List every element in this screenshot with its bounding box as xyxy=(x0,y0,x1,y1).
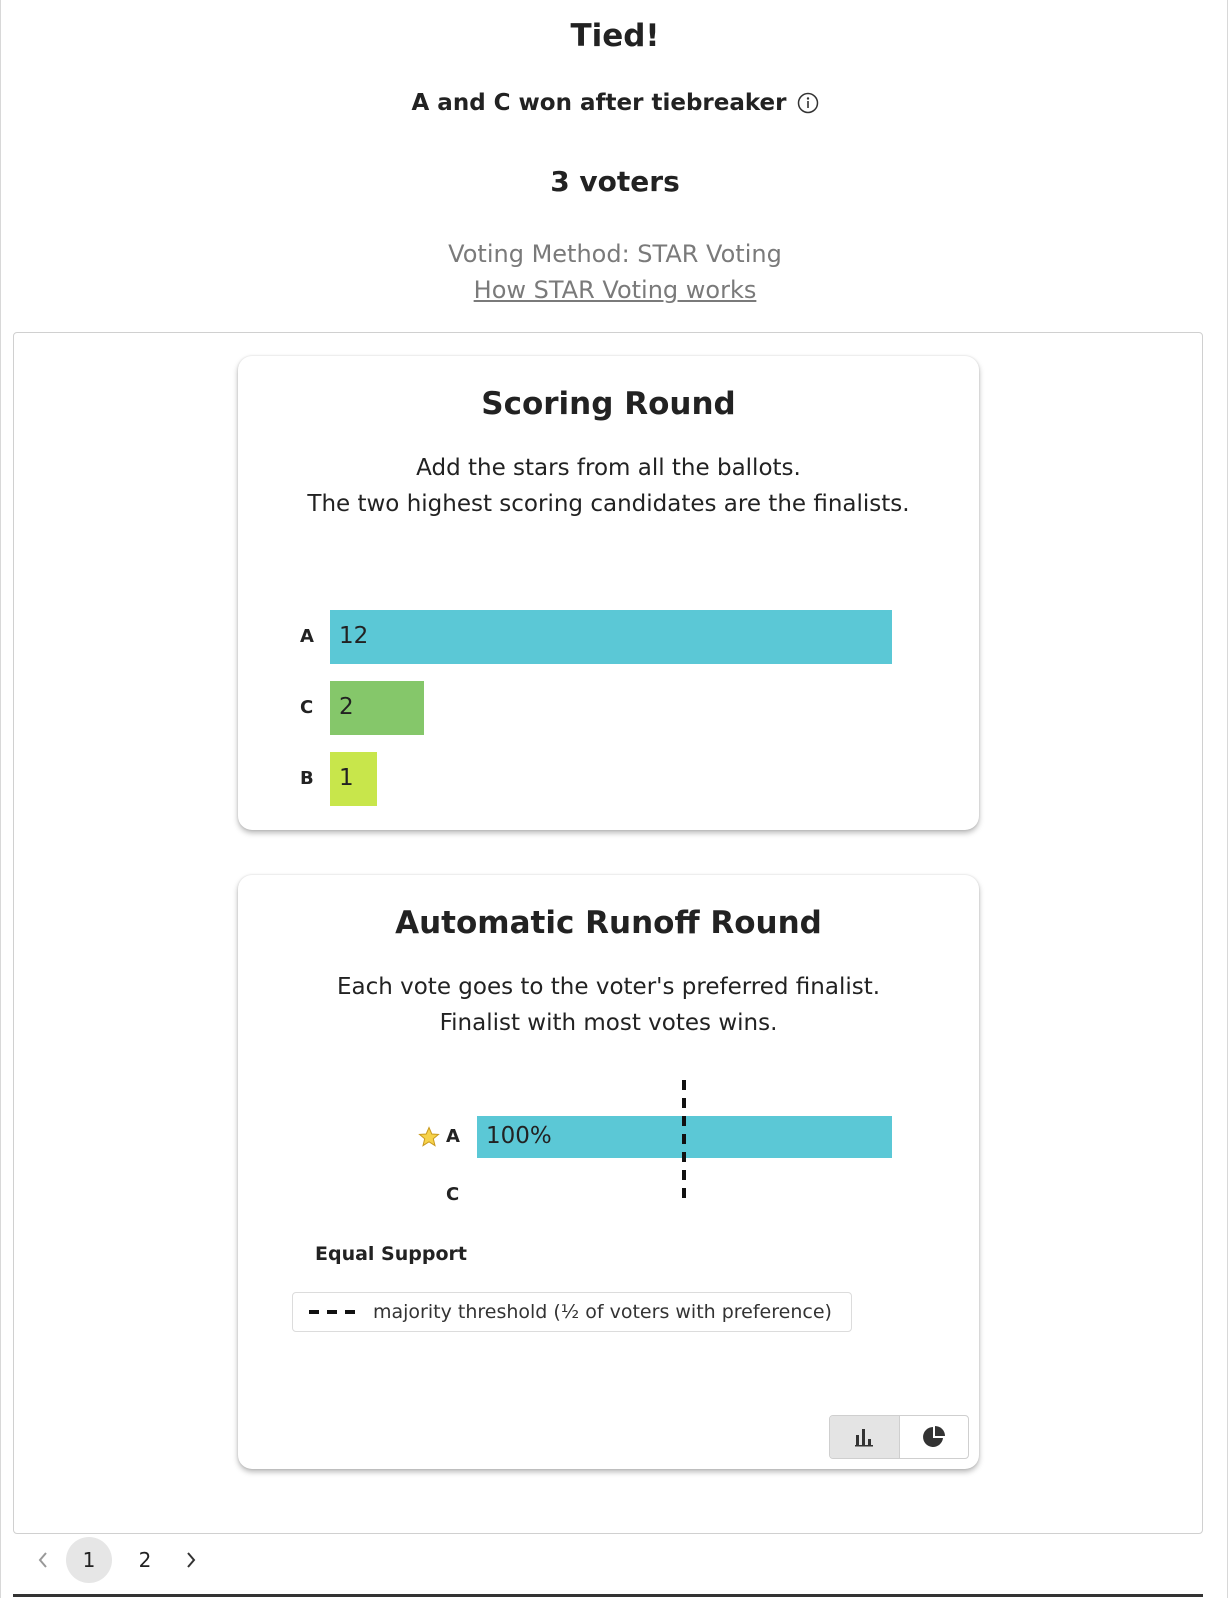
page-title: Tied! xyxy=(570,18,660,54)
winner-star-icon xyxy=(418,1126,440,1148)
runoff-desc-line-2: Finalist with most votes wins. xyxy=(439,1010,778,1036)
scoring-bar-label-c: C xyxy=(300,697,314,718)
scoring-bar-a xyxy=(330,610,892,664)
threshold-legend-text: majority threshold (½ of voters with preference) xyxy=(373,1301,832,1323)
next-page-button[interactable] xyxy=(173,1537,209,1583)
how-it-works-link-row xyxy=(1,276,1228,304)
bar-chart-icon xyxy=(854,1427,874,1447)
chart-view-toggle xyxy=(829,1415,969,1459)
pie-chart-icon xyxy=(922,1425,946,1449)
pagination xyxy=(25,1537,209,1583)
runoff-round-description xyxy=(238,969,979,1041)
result-subtitle xyxy=(1,90,1228,116)
chevron-left-icon xyxy=(36,1550,50,1570)
scoring-round-card xyxy=(238,356,979,830)
runoff-round-card xyxy=(238,875,979,1469)
scoring-round-description xyxy=(238,450,979,522)
runoff-bar-label-a: A xyxy=(446,1126,460,1147)
pie-chart-view-button[interactable] xyxy=(899,1416,969,1458)
bar-chart-view-button[interactable] xyxy=(830,1416,899,1458)
voting-method: Voting Method: STAR Voting xyxy=(448,240,782,268)
equal-support-label: Equal Support xyxy=(315,1243,467,1265)
voter-count: 3 voters xyxy=(550,165,680,198)
scoring-bar-label-b: B xyxy=(300,768,314,789)
info-icon[interactable] xyxy=(797,92,819,114)
scoring-round-title: Scoring Round xyxy=(481,386,736,422)
runoff-desc-line-1: Each vote goes to the voter's preferred finalist. xyxy=(336,974,881,1000)
page-2-button[interactable]: 2 xyxy=(138,1548,152,1572)
page-1-button[interactable]: 1 xyxy=(66,1537,112,1583)
threshold-legend xyxy=(292,1292,852,1332)
scoring-bar-value-a: 12 xyxy=(339,623,369,649)
runoff-bar-label-c: C xyxy=(446,1184,460,1205)
bottom-divider xyxy=(13,1594,1203,1597)
runoff-bar-value-a: 100% xyxy=(486,1123,552,1149)
how-it-works-link[interactable]: How STAR Voting works xyxy=(473,276,757,304)
scoring-bar-value-b: 1 xyxy=(339,765,354,791)
scoring-bar-label-a: A xyxy=(300,626,314,647)
winner-text: A and C won after tiebreaker xyxy=(411,90,787,116)
scoring-desc-line-2: The two highest scoring candidates are the finalists. xyxy=(307,491,910,517)
majority-threshold-line xyxy=(682,1080,686,1198)
prev-page-button[interactable] xyxy=(25,1537,61,1583)
scoring-desc-line-1: Add the stars from all the ballots. xyxy=(416,455,801,481)
dashed-line-icon xyxy=(309,1310,355,1314)
scoring-bar-value-c: 2 xyxy=(339,694,354,720)
runoff-round-title: Automatic Runoff Round xyxy=(395,905,822,941)
chevron-right-icon xyxy=(184,1550,198,1570)
